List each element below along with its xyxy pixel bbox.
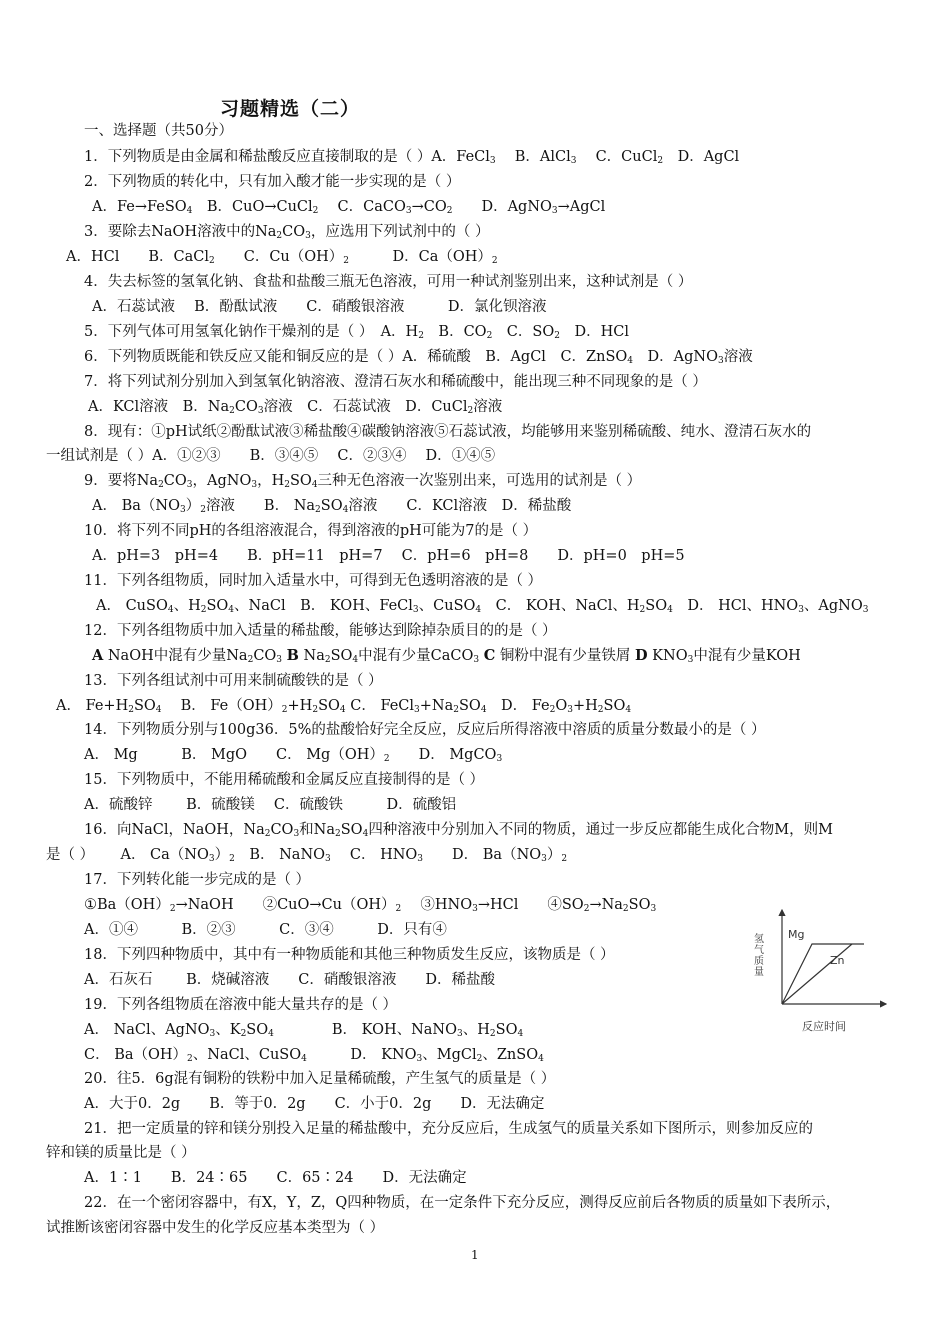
- text-line: A．1∶1 B．24∶65 C．65∶24 D．无法确定: [84, 1170, 467, 1186]
- text-line: 4．失去标签的氢氧化钠、食盐和盐酸三瓶无色溶液，可用一种试剂鉴别出来，这种试剂是（ ）: [84, 274, 693, 290]
- text-line: 2．下列物质的转化中，只有加入酸才能一步实现的是（ ）: [84, 174, 461, 190]
- text-line: A． $Fe+H_2SO_4$ B． $Fe(OH)_2+H_2SO_4$ C． $FeCl_3+Na_2SO_4$ D． $Fe_2O_3+H_2SO_4$: [56, 698, 632, 715]
- text-line: 6．下列物质既能和铁反应又能和铜反应的是（ ）A．稀硫酸 B．AgCl C．ZnSO$_4$ D．AgNO$_3$溶液: [84, 349, 753, 366]
- text-line: 1．下列物质是由金属和稀盐酸反应直接制取的是（ ）A．FeCl$_3$ B．AlCl$_3$ C．CuCl$_2$ D．AgCl: [84, 149, 740, 166]
- text-line: 12．下列各组物质中加入适量的稀盐酸，能够达到除掉杂质目的的是（ ）: [84, 623, 557, 639]
- text-line: 14．下列物质分别与100g36．5%的盐酸恰好完全反应，反应后所得溶液中溶质的质量分数最小的是（ ）: [84, 722, 766, 738]
- text-line: A． NaCl、AgNO$_3$、$K_2SO_4$ B． KOH、NaNO$_3$、$H_2SO_4$: [84, 1022, 524, 1039]
- text-line: 9．要将$Na_2CO_3$，AgNO$_3$，$H_2SO_4$三种无色溶液一次鉴别出来，可选用的试剂是（ ）: [84, 473, 642, 490]
- text-line: $①Ba(OH)_2\to NaOH$ $②CuO\to Cu(OH)_2$ $③HNO_3\to HCl$ $④SO_2\to Na_2SO_3$: [84, 897, 657, 914]
- text-line: 21．把一定质量的锌和镁分别投入足量的稀盐酸中，充分反应后，生成氢气的质量关系如下图所示，则参加反应的: [84, 1121, 813, 1137]
- text-line: 18．下列四种物质中，其中有一种物质能和其他三种物质发生反应，该物质是（ ）: [84, 947, 615, 963]
- text-line: C． $Ba(OH)_2$、NaCl、CuSO$_4$ D． $KNO_3$、MgCl$_2$、ZnSO$_4$: [84, 1047, 544, 1064]
- hydrogen-mass-graph: [750, 906, 890, 1034]
- text-line: A．①④ B．②③ C．③④ D．只有④: [84, 922, 447, 938]
- text-line: 5．下列气体可用氢氧化钠作干燥剂的是（ ） A．$H_2$ B．$CO_2$ C．$SO_2$ D．HCl: [84, 324, 629, 341]
- text-line: A． $Ba(NO_3)_2$溶液 B． $Na_2SO_4$溶液 C．KCl溶液 D．稀盐酸: [92, 498, 572, 515]
- text-line: A．硫酸锌 B．硫酸镁 C．硫酸铁 D．硫酸铝: [84, 797, 457, 813]
- text-line: A．Fe→FeSO$_4$ B．CuO→CuCl$_2$ C．$CaCO_3\to CO_2$ D．AgNO$_3$→AgCl: [92, 199, 606, 216]
- mg-label: Mg: [788, 928, 805, 941]
- text-line: 20．往5．6g混有铜粉的铁粉中加入足量稀硫酸，产生氢气的质量是（ ）: [84, 1071, 556, 1087]
- text-line: 13．下列各组试剂中可用来制硫酸铁的是（ ）: [84, 673, 383, 689]
- page-title: 习题精选（二）: [220, 98, 361, 120]
- text-line: A．KCl溶液 B．$Na_2CO_3$溶液 C．石蕊试液 D．CuCl$_2$溶液: [88, 399, 503, 416]
- text-line: 一、选择题（共50分）: [84, 123, 233, 139]
- text-line: 是（ ） A． $Ca(NO_3)_2$ B． NaNO$_3$ C． $HNO_3$ D． $Ba(NO_3)_2$: [46, 847, 568, 864]
- text-line: 一组试剂是（ ）A．①②③ B．③④⑤ C．②③④ D．①④⑤: [46, 448, 496, 464]
- text-line: 8．现有：①pH试纸②酚酞试液③稀盐酸④碳酸钠溶液⑤石蕊试液，均能够用来鉴别稀硫酸、纯水、澄清石灰水的: [84, 424, 812, 440]
- text-line: 10．将下列不同pH的各组溶液混合，得到溶液的pH可能为7的是（ ）: [84, 523, 538, 539]
- text-line: A． CuSO$_4$、$H_2SO_4$、NaCl B． KOH、FeCl$_3$、CuSO$_4$ C． KOH、NaCl、$H_2SO_4$ D． HCl、$HNO_3$、AgNO$_3$: [96, 598, 869, 615]
- text-line: 11．下列各组物质，同时加入适量水中，可得到无色透明溶液的是（ ）: [84, 573, 543, 589]
- y-axis-label: 氢气质量: [754, 934, 764, 978]
- text-line: A．HCl B．CaCl$_2$ C．$Cu(OH)_2$ D．$Ca(OH)_2$: [66, 249, 498, 266]
- text-line: A NaOH中混有少量$Na_2CO_3$ B $Na_2SO_4$中混有少量CaCO$_3$ C 铜粉中混有少量铁屑 D $KNO_3$中混有少量KOH: [92, 647, 801, 665]
- zn-label: Zn: [830, 954, 845, 967]
- mg-line: [782, 944, 864, 1004]
- text-line: A．石蕊试液 B．酚酞试液 C．硝酸银溶液 D．氯化钡溶液: [92, 299, 547, 315]
- text-line: 22．在一个密闭容器中，有X，Y，Z，Q四种物质，在一定条件下充分反应，测得反应前后各物质的质量如下表所示，: [84, 1195, 841, 1211]
- text-line: 16．向NaCl，NaOH，$Na_2CO_3$和$Na_2SO_4$四种溶液中分别加入不同的物质，通过一步反应都能生成化合物M，则M: [84, 822, 834, 839]
- text-line: 锌和镁的质量比是（ ）: [46, 1145, 196, 1161]
- text-line: 试推断该密闭容器中发生的化学反应基本类型为（ ）: [46, 1220, 385, 1236]
- text-line: 7．将下列试剂分别加入到氢氧化钠溶液、澄清石灰水和稀硫酸中，能出现三种不同现象的是（ ）: [84, 374, 707, 390]
- text-line: 3．要除去NaOH溶液中的$Na_2CO_3$，应选用下列试剂中的（ ）: [84, 224, 490, 241]
- zn-line: [782, 944, 852, 1004]
- text-line: A． Mg B． MgO C． $Mg(OH)_2$ D． MgCO$_3$: [84, 747, 503, 764]
- text-line: 17．下列转化能一步完成的是（ ）: [84, 872, 311, 888]
- graph-axes-svg: [750, 906, 890, 1034]
- x-axis-label: 反应时间: [802, 1020, 846, 1033]
- text-line: 19．下列各组物质在溶液中能大量共存的是（ ）: [84, 997, 398, 1013]
- text-line: A．pH=3 pH=4 B．pH=11 pH=7 C．pH=6 pH=8 D．pH=0 pH=5: [92, 548, 685, 564]
- page-number: 1: [471, 1248, 479, 1262]
- text-line: A．石灰石 B．烧碱溶液 C．硝酸银溶液 D．稀盐酸: [84, 972, 495, 988]
- text-line: A．大于0．2g B．等于0．2g C．小于0．2g D．无法确定: [84, 1096, 545, 1112]
- text-line: 15．下列物质中，不能用稀硫酸和金属反应直接制得的是（ ）: [84, 772, 485, 788]
